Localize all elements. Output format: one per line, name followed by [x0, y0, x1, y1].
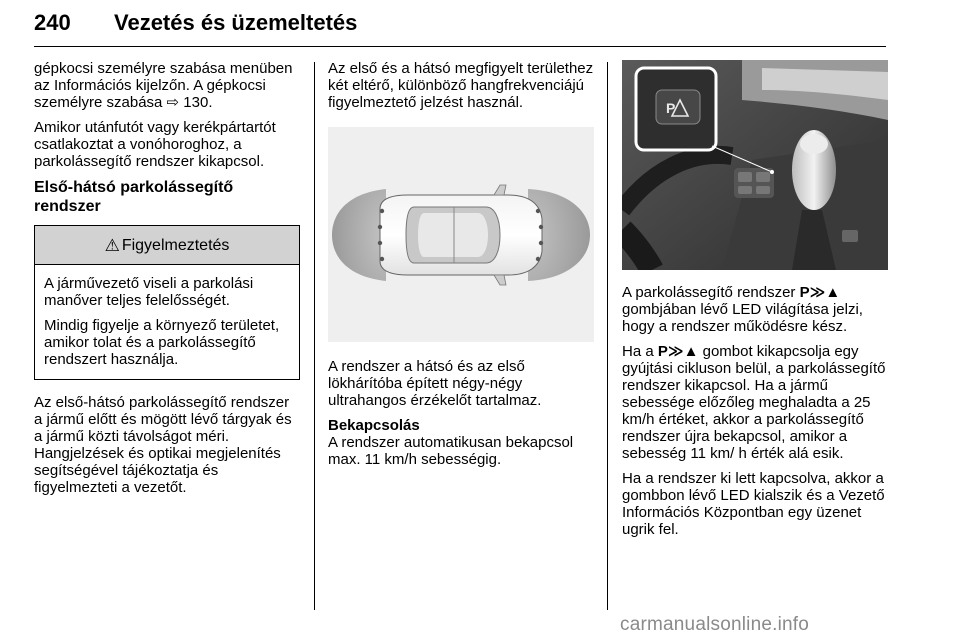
warning-header — [35, 226, 299, 265]
column-divider — [607, 62, 608, 610]
paragraph: Amikor utánfutót vagy kerékpártartót csatlakoztat a vonóhoroghoz, a parkolássegítő rendszer kikapcsol. — [34, 119, 276, 170]
column-3 — [622, 60, 888, 546]
figure-caption: A rendszer a hátsó és az első lökhárítóba épített négy-négy ultrahangos érzékelőt tartalmaz. — [328, 358, 542, 409]
page-header — [34, 4, 886, 48]
sensor-coverage-figure — [328, 127, 594, 342]
paragraph: gépkocsi személyre szabása menüben az Információs kijelzőn. A gépkocsi személyre szabása ⇨ 130. — [34, 60, 293, 111]
paragraph: A rendszer automatikusan bekapcsol max. 11 km/h sebességig. — [328, 434, 574, 468]
warning-text: A járművezető viseli a parkolási manőver teljes felelősségét. — [44, 275, 254, 309]
chapter-title: Vezetés és üzemeltetés — [114, 10, 358, 35]
paragraph: Ha a P≫▲ gombot kikapcsolja egy gyújtási cikluson belül, a parkolássegítő rendszer kikapcsol. Ha a jármű sebessége előzőleg meghaladta a 25 km/h értéket, akkor a parkolássegítő rendszer újra bekapcsol, amikor a sebesség 11 km/ h érték alá esik. — [622, 343, 886, 462]
column-1 — [34, 60, 300, 504]
warning-triangle-icon: ⚠ — [104, 235, 120, 255]
warning-body — [35, 265, 299, 379]
page-number: 240 — [34, 10, 71, 35]
dashboard-photo — [622, 60, 888, 270]
section-heading: Első-hátsó parkolássegítő rendszer — [34, 179, 234, 215]
paragraph: A parkolássegítő rendszer P≫▲ gombjában lévő LED világítása jelzi, hogy a rendszer működésre kész. — [622, 284, 863, 335]
column-divider — [314, 62, 315, 610]
warning-box — [34, 225, 300, 380]
warning-title: Figyelmeztetés — [121, 236, 230, 254]
paragraph: Ha a rendszer ki lett kapcsolva, akkor a gombbon lévő LED kialszik és a Vezető Információs Központban egy üzenet ugrik fel. — [622, 470, 885, 538]
parking-sensor-icon: P≫▲ — [799, 284, 841, 301]
header-divider — [34, 46, 886, 47]
column-2 — [328, 60, 594, 476]
parking-sensor-icon: P≫▲ — [657, 343, 699, 360]
svg-text:P: P — [666, 100, 676, 116]
watermark: carmanualsonline.info — [620, 614, 810, 635]
paragraph: Az első és a hátsó megfigyelt területhez két eltérő, különböző hangfrekvenciájú figyelmeztető jelzést használ. — [328, 60, 594, 111]
warning-text: Mindig figyelje a környező területet, amikor tolat és a parkolássegítő rendszert használja. — [44, 317, 280, 368]
section-label: Bekapcsolás — [328, 417, 420, 434]
paragraph: Az első-hátsó parkolássegítő rendszer a jármű előtt és mögött lévő tárgyak és a jármű közti távolságot méri. Hangjelzések és optikai megjelenítés segítségével tájékoztatja és figyelmezteti a vezetőt. — [34, 394, 292, 496]
